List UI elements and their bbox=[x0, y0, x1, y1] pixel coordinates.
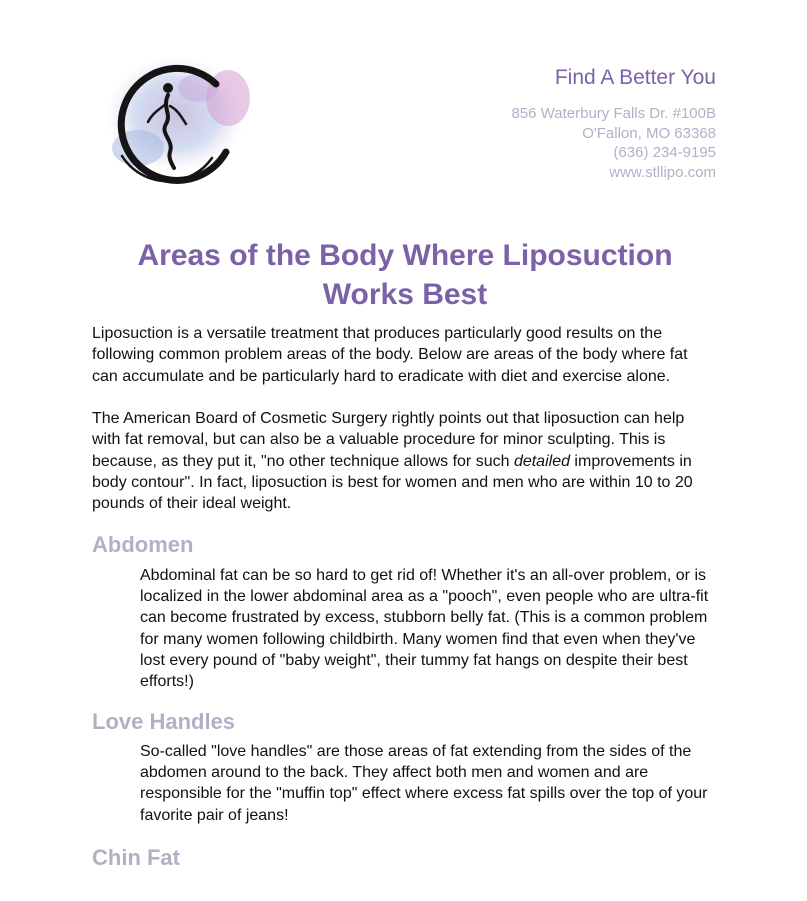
section-heading-abdomen: Abdomen bbox=[92, 532, 194, 557]
address-line-1: 856 Waterbury Falls Dr. #100B bbox=[511, 105, 716, 122]
board-paragraph-emphasis: detailed bbox=[513, 452, 570, 470]
document-title: Areas of the Body Where Liposuction Works Best bbox=[137, 239, 673, 311]
section-body-abdomen: Abdominal fat can be so hard to get rid of! Whether it's an all-over problem, or is localized in the lower abdominal area as a "pooch", even people who are ultra-fit can become frustrated by excess, stubborn belly fat. (This is a common problem for many women following childbirth. Many women find that even when they've lost every pound of "baby weight", their tummy fat hangs on despite their best efforts!) bbox=[140, 567, 709, 691]
brand-name: Find A Better You bbox=[554, 66, 716, 89]
website-link[interactable]: www.stllipo.com bbox=[609, 163, 716, 181]
board-paragraph bbox=[92, 408, 704, 514]
address-line-2: O'Fallon, MO 63368 bbox=[582, 124, 716, 142]
intro-paragraph: Liposuction is a versatile treatment that produces particularly good results on the following common problem areas of the body. Below are areas of the body where fat can accumulate and be particularly hard to eradicate with diet and exercise alone. bbox=[92, 325, 688, 385]
contact-block bbox=[511, 66, 716, 182]
board-paragraph-text-2: improvements in body contour". In fact, liposuction is best for women and men who are within 10 to 20 pounds of their ideal weight. bbox=[92, 452, 693, 513]
board-paragraph-text-1: The American Board of Cosmetic Surgery rightly points out that liposuction can help with fat removal, but can also be a valuable procedure for minor sculpting. This is because, as they put it, "no other technique allows for such bbox=[92, 410, 685, 470]
section-heading-love-handles: Love Handles bbox=[92, 709, 236, 734]
company-logo bbox=[88, 48, 253, 188]
section-heading-chin-fat: Chin Fat bbox=[92, 845, 180, 870]
phone-number: (636) 234-9195 bbox=[613, 144, 716, 161]
section-body-love-handles: So-called "love handles" are those areas of fat extending from the sides of the abdomen around to the back. They affect both men and women and are responsible for the "muffin top" effect where excess fat spills over the top of your favorite pair of jeans! bbox=[140, 743, 708, 824]
